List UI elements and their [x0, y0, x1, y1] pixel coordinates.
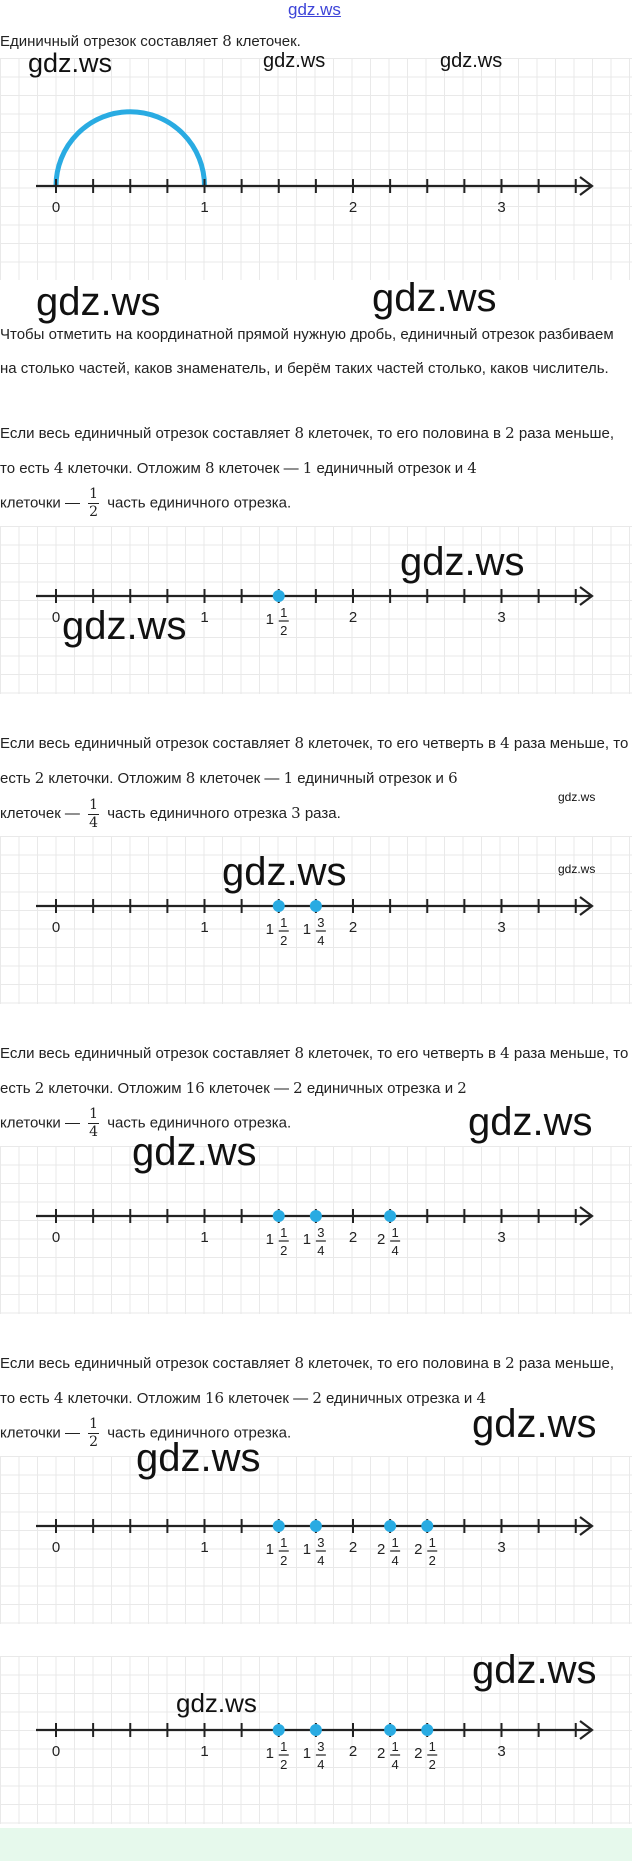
text-part: клеточек — [204, 1080, 294, 1097]
point-label-numerator: 1 [391, 1739, 399, 1754]
fraction-denominator: 4 [89, 1124, 99, 1140]
point-marker [273, 1520, 285, 1532]
point-label-denominator: 2 [280, 1757, 288, 1772]
point-label-whole: 1 [265, 921, 274, 938]
math-value: 4 [500, 734, 510, 752]
point-label-whole: 1 [302, 921, 312, 938]
point-label-denominator: 2 [280, 933, 288, 948]
math-value: 8 [222, 32, 232, 50]
text-part: единичных отрезка и [321, 1390, 477, 1407]
point-label-numerator: 1 [428, 1739, 436, 1754]
text-part: раза меньше, то есть [0, 735, 629, 787]
math-value: 2 [34, 1079, 45, 1097]
point-label-numerator: 3 [317, 1535, 325, 1550]
fraction [88, 1416, 99, 1451]
tick-label: 1 [200, 1743, 209, 1760]
point-marker [310, 1210, 322, 1222]
text-part: Если весь единичный отрезок составляет [0, 1355, 295, 1372]
number-line-4 [0, 1456, 632, 1624]
tick-label: 0 [51, 609, 61, 626]
watermark: gdz.ws [558, 790, 596, 804]
math-value: 16 [185, 1079, 205, 1097]
math-value: 8 [185, 769, 196, 787]
point-marker [273, 590, 285, 602]
text-part: клеточек. [231, 33, 301, 50]
point-label-whole: 2 [376, 1745, 386, 1762]
math-value: 4 [53, 1389, 64, 1407]
watermark: gdz.ws [132, 1130, 257, 1174]
text-part: клеточки — [0, 1114, 85, 1132]
point-label-denominator: 2 [428, 1757, 436, 1772]
point-label-numerator: 3 [317, 1739, 325, 1754]
point-label-denominator: 4 [317, 933, 325, 948]
watermark: gdz.ws [263, 50, 326, 72]
tick-label: 0 [51, 1743, 61, 1760]
text-part: часть единичного отрезка. [103, 1114, 292, 1132]
math-value: 2 [34, 769, 45, 787]
watermark: gdz.ws [36, 280, 161, 324]
text-part: клеточки. Отложим [44, 770, 186, 787]
point-label-numerator: 3 [317, 1225, 325, 1240]
point-label-denominator: 2 [280, 1553, 288, 1568]
tick-label: 1 [200, 1539, 209, 1556]
point-label-numerator: 1 [428, 1535, 436, 1550]
text-part: раза меньше, то есть [0, 1045, 629, 1097]
math-value: 2 [505, 424, 515, 442]
unit-segment-arc [56, 112, 205, 186]
point-label-numerator: 1 [280, 1739, 288, 1754]
point-label-numerator: 3 [317, 915, 325, 930]
fraction [88, 797, 99, 832]
point-label-denominator: 4 [391, 1243, 399, 1258]
tick-label: 3 [497, 609, 506, 626]
text-part: клеточек — [195, 770, 284, 787]
point-label-denominator: 2 [280, 1243, 288, 1258]
tick-label: 2 [348, 1229, 358, 1246]
point-marker [384, 1210, 396, 1222]
watermark: gdz.ws [222, 850, 347, 894]
tick-label: 2 [348, 1539, 358, 1556]
paragraph-half [0, 416, 632, 521]
text-part: Если весь единичный отрезок составляет [0, 735, 295, 752]
watermark: gdz.ws [440, 50, 503, 72]
text-part: клеточек — [214, 460, 303, 477]
math-value: 8 [294, 424, 304, 442]
fraction-numerator: 1 [89, 1416, 99, 1432]
math-value: 16 [204, 1389, 225, 1407]
point-marker [421, 1724, 433, 1736]
point-marker [384, 1520, 396, 1532]
point-label-denominator: 2 [280, 623, 288, 638]
text-part: клеточки. Отложим [63, 460, 205, 477]
point-label-denominator: 4 [391, 1757, 399, 1772]
point-label-denominator: 4 [317, 1243, 325, 1258]
point-label-numerator: 1 [391, 1535, 399, 1550]
footer-band [0, 1828, 632, 1861]
watermark: gdz.ws [472, 1648, 597, 1692]
fraction-numerator: 1 [89, 486, 99, 502]
tick-label: 1 [200, 1229, 209, 1246]
point-label-whole: 1 [265, 1541, 274, 1558]
point-label-whole: 2 [376, 1541, 386, 1558]
watermark: gdz.ws [136, 1436, 261, 1480]
tick-label: 1 [200, 919, 209, 936]
point-label-numerator: 1 [280, 605, 288, 620]
tick-label: 3 [497, 1229, 506, 1246]
text-part: единичный отрезок и [293, 770, 449, 787]
point-marker [421, 1520, 433, 1532]
fraction [88, 1106, 99, 1141]
math-value: 4 [476, 1389, 486, 1407]
math-value: 2 [505, 1354, 515, 1372]
text-part: раза. [300, 805, 341, 822]
math-value: 2 [457, 1079, 467, 1097]
tick-label: 0 [51, 919, 61, 936]
point-label-numerator: 1 [280, 1535, 288, 1550]
text-part: клеточек — [0, 805, 85, 822]
tick-label: 1 [200, 609, 209, 626]
math-value: 2 [293, 1079, 303, 1097]
tick-label: 0 [51, 199, 61, 216]
math-value: 1 [302, 459, 313, 477]
point-marker [273, 900, 285, 912]
fraction-numerator: 1 [89, 796, 99, 813]
tick-label: 2 [348, 199, 358, 216]
text-part: раза меньше, то есть [0, 425, 615, 477]
point-label-denominator: 4 [317, 1757, 325, 1772]
tick-label: 0 [51, 1539, 61, 1556]
paragraph-quarter-1 [0, 726, 632, 832]
fraction [88, 486, 99, 521]
math-value: 8 [294, 1354, 304, 1372]
point-label-whole: 1 [265, 1231, 274, 1248]
tick-label: 2 [348, 609, 358, 626]
tick-label: 2 [348, 1743, 358, 1760]
point-marker [310, 1724, 322, 1736]
text-part: клеточек, то его четверть в [304, 735, 501, 752]
math-value: 4 [467, 459, 477, 477]
point-marker [310, 1520, 322, 1532]
point-marker [384, 1724, 396, 1736]
text-part: клеточек, то его половина в [304, 1355, 506, 1372]
tick-label: 3 [497, 199, 506, 216]
point-marker [273, 1724, 285, 1736]
math-value: 1 [283, 769, 294, 787]
math-value: 3 [291, 804, 301, 822]
point-label-whole: 2 [414, 1541, 423, 1558]
point-label-whole: 1 [265, 611, 274, 628]
text-part: клеточки — [0, 1424, 85, 1442]
text-part: клеточки — [0, 494, 85, 512]
math-value: 8 [294, 734, 304, 752]
math-value: 4 [500, 1044, 510, 1062]
tick-label: 3 [497, 1743, 506, 1760]
fraction-denominator: 4 [89, 814, 99, 831]
point-label-whole: 1 [302, 1541, 312, 1558]
tick-label: 3 [497, 919, 506, 936]
text-part: клеточки. Отложим [63, 1390, 205, 1407]
tick-label: 1 [200, 199, 209, 216]
point-label-whole: 2 [376, 1231, 386, 1248]
point-label-numerator: 1 [280, 1225, 288, 1240]
math-value: 6 [448, 769, 458, 787]
text-part: единичный отрезок и [312, 460, 468, 477]
text-part: часть единичного отрезка. [103, 1424, 292, 1442]
point-label-whole: 1 [302, 1745, 312, 1762]
math-value: 4 [53, 459, 64, 477]
math-value: 8 [204, 459, 215, 477]
text-part: клеточки. Отложим [44, 1080, 186, 1097]
text-part: клеточек — [224, 1390, 313, 1407]
fraction-denominator: 2 [89, 1434, 99, 1450]
point-label-numerator: 1 [280, 915, 288, 930]
watermark: gdz.ws [468, 1100, 593, 1144]
watermark: gdz.ws [400, 540, 525, 584]
text-part: Единичный отрезок составляет [0, 33, 223, 50]
math-value: 2 [312, 1389, 322, 1407]
watermark: gdz.ws [28, 48, 113, 78]
paragraph-instruction: Чтобы отметить на координатной прямой нужную дробь, единичный отрезок разбиваем на столько частей, каков знаменатель, и берём таких частей столько, каков числитель. [0, 326, 614, 377]
number-line-3 [0, 1146, 632, 1314]
number-line-0 [0, 58, 632, 280]
watermark: gdz.ws [62, 604, 187, 648]
fraction-denominator: 2 [89, 504, 99, 520]
text-part: Если весь единичный отрезок составляет [0, 425, 295, 442]
text-part: часть единичного отрезка [103, 805, 292, 822]
tick-label: 2 [348, 919, 358, 936]
point-marker [273, 1210, 285, 1222]
tick-label: 0 [51, 1229, 61, 1246]
fraction-numerator: 1 [89, 1106, 99, 1122]
point-label-denominator: 4 [391, 1553, 399, 1568]
text-part: раза меньше, то есть [0, 1355, 615, 1407]
text-part: часть единичного отрезка. [103, 494, 292, 512]
watermark: gdz.ws [176, 1688, 257, 1718]
watermark: gdz.ws [558, 862, 596, 876]
text-part: клеточек, то его половина в [304, 425, 506, 442]
watermark-top: gdz.ws [288, 0, 341, 19]
point-label-denominator: 4 [317, 1553, 325, 1568]
point-label-denominator: 2 [428, 1553, 436, 1568]
point-label-whole: 1 [302, 1231, 312, 1248]
point-label-whole: 2 [414, 1745, 423, 1762]
math-value: 8 [294, 1044, 304, 1062]
tick-label: 3 [497, 1539, 506, 1556]
text-part: клеточек, то его четверть в [304, 1045, 501, 1062]
text-part: Если весь единичный отрезок составляет [0, 1045, 295, 1062]
watermark: gdz.ws [372, 276, 497, 320]
watermark: gdz.ws [472, 1402, 597, 1446]
point-marker [310, 900, 322, 912]
point-label-numerator: 1 [391, 1225, 399, 1240]
text-part: единичных отрезка и [302, 1080, 458, 1097]
point-label-whole: 1 [265, 1745, 274, 1762]
